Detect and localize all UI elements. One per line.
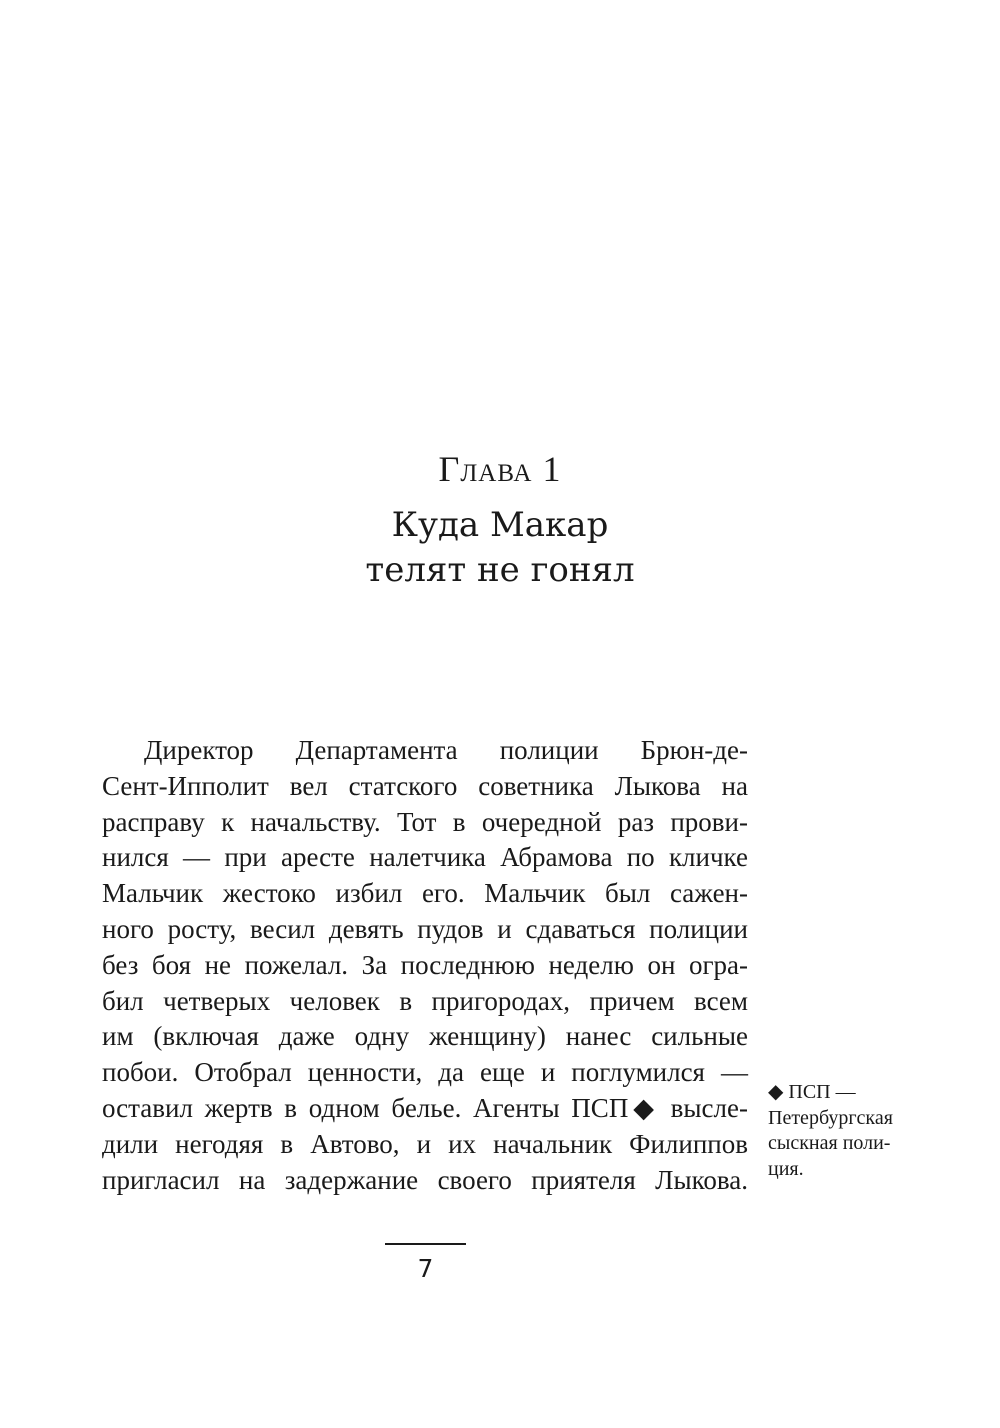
body-line: оставил жертв в одном белье. Агенты ПСП◆ высле- [102, 1092, 748, 1123]
footnote-line: Петербургская [768, 1106, 893, 1129]
body-line: Директор Департамента полиции Брюн-де- [144, 735, 748, 765]
body-line: нился — при аресте налетчика Абрамова по кличке [102, 842, 748, 873]
page-number-rule [385, 1243, 466, 1245]
footnote-line: ◆ ПСП — [768, 1081, 856, 1103]
chapter-title-line-2: телят не гонял [365, 550, 635, 590]
body-line: без боя не пожелал. За последнюю неделю он огра- [102, 949, 748, 980]
body-line: пригласил на задержание своего приятеля Лыкова. [102, 1164, 748, 1195]
page-number: 7 [417, 1254, 434, 1283]
body-line: бил четверых человек в пригородах, причем всем [102, 985, 748, 1016]
side-footnote [768, 1080, 893, 1182]
body-line: им (включая даже одну женщину) нанес сильные [102, 1021, 748, 1052]
body-text [102, 733, 748, 1198]
body-line: расправу к начальству. Тот в очередной раз прови- [102, 806, 748, 837]
footnote-line: сыскная поли- [768, 1132, 891, 1154]
chapter-number: Глава 1 [438, 449, 562, 489]
footnote-line: ция. [768, 1157, 804, 1180]
chapter-title-line-1: Куда Макар [391, 505, 609, 545]
body-line: побои. Отобрал ценности, да еще и поглумился — [102, 1057, 748, 1088]
body-line: Мальчик жестоко избил его. Мальчик был сажен- [102, 878, 748, 909]
body-line: ного росту, весил девять пудов и сдаваться полиции [102, 913, 748, 944]
body-line: Сент-Ипполит вел статского советника Лыкова на [102, 770, 748, 801]
body-line: дили негодяя в Автово, и их начальник Филиппов [102, 1128, 748, 1159]
